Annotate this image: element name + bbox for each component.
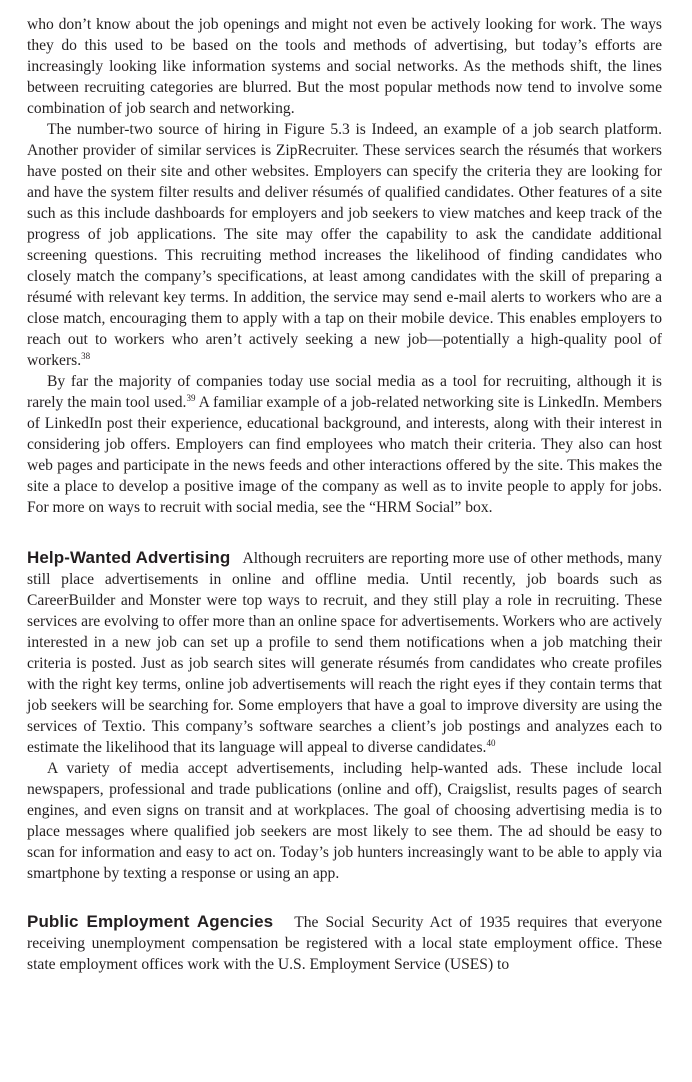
section-heading-public-agencies: Public Employment Agencies: [27, 912, 274, 931]
paragraph-help-wanted: [27, 547, 662, 758]
paragraph-social-media: [27, 371, 662, 518]
paragraph-text: By far the majority of companies today use social media as a tool for recruiting, although it is rarely the main tool used.: [27, 373, 662, 411]
paragraph-job-search-platforms: [27, 119, 662, 371]
paragraph-intro-continued: [27, 14, 662, 119]
paragraph-text: The Social Security Act of 1935 requires that everyone receiving unemployment compensation be registered with a local state employment office. These state employment offices work with the U.S. Employment Service (USES) to: [27, 914, 662, 973]
paragraph-media-ads: [27, 758, 662, 884]
section-heading-help-wanted: Help-Wanted Advertising: [27, 548, 231, 567]
paragraph-text: The number-two source of hiring in Figure 5.3 is Indeed, an example of a job search platform. Another provider of similar services is ZipRecruiter. These services search the résumés that workers have posted on their site and other websites. Employers can specify the criteria they are looking for and have the system filter results and deliver résumés of qualified candidates. Other features of a site such as this include dashboards for employers and job seekers to view matches and keep track of the progress of job applications. The site may offer the capability to ask the candidate additional screening questions. This recruiting method increases the likelihood of finding candidates who closely match the company’s specifications, at least among candidates with the skill of preparing a résumé with relevant key terms. In addition, the service may send e-mail alerts to workers who are a close match, encouraging them to apply with a tap on their mobile device. This enables employers to reach out to workers who aren’t actively seeking a new job—potentially a high-quality pool of workers.: [27, 121, 662, 369]
paragraph-text: A familiar example of a job-related networking site is LinkedIn. Members of LinkedIn post their experience, educational background, and interests, along with their interest in considering job offers. Employers can find employees who match their criteria. They also can host web pages and participate in the news feeds and other interactions offered by the site. This makes the site a place to develop a positive image of the company as well as to invite people to apply for jobs. For more on ways to recruit with social media, see the “HRM Social” box.: [27, 394, 662, 516]
footnote-marker: 38: [81, 351, 91, 361]
footnote-marker: 39: [186, 393, 196, 403]
paragraph-text: A variety of media accept advertisements, including help-wanted ads. These include local newspapers, professional and trade publications (online and off), Craigslist, results pages of search engines, and even signs on transit and at workplaces. The goal of choosing advertising media is to place messages where qualified job seekers are most likely to see them. The ad should be easy to scan for information and easy to act on. Today’s job hunters increasingly want to be able to apply via smartphone by texting a response or using an app.: [27, 760, 662, 882]
paragraph-text: Although recruiters are reporting more use of other methods, many still place advertisements in online and offline media. Until recently, job boards such as CareerBuilder and Monster were top ways to recruit, and they still play a role in recruiting. These services are evolving to offer more than an online space for advertisements. Workers who are actively interested in a new job can set up a profile to send them notifications when a job matching their criteria is posted. Just as job search sites will generate résumés from candidates who create profiles with the right key terms, online job advertisements will reach the right eyes if they contain terms that job seekers will be searching for. Some employers that have a goal to improve diversity are using the services of Textio. This company’s software searches a client’s job postings and analyzes each to estimate the likelihood that its language will appeal to diverse candidates.: [27, 550, 662, 756]
paragraph-text: who don’t know about the job openings and might not even be actively looking for work. The ways they do this used to be based on the tools and methods of advertising, but today’s efforts are increasingly looking like information systems and social networks. As the methods shift, the lines between recruiting categories are blurred. But the most popular methods now tend to involve some combination of job search and networking.: [27, 16, 662, 117]
paragraph-public-agencies: [27, 911, 662, 975]
footnote-marker: 40: [486, 738, 496, 748]
